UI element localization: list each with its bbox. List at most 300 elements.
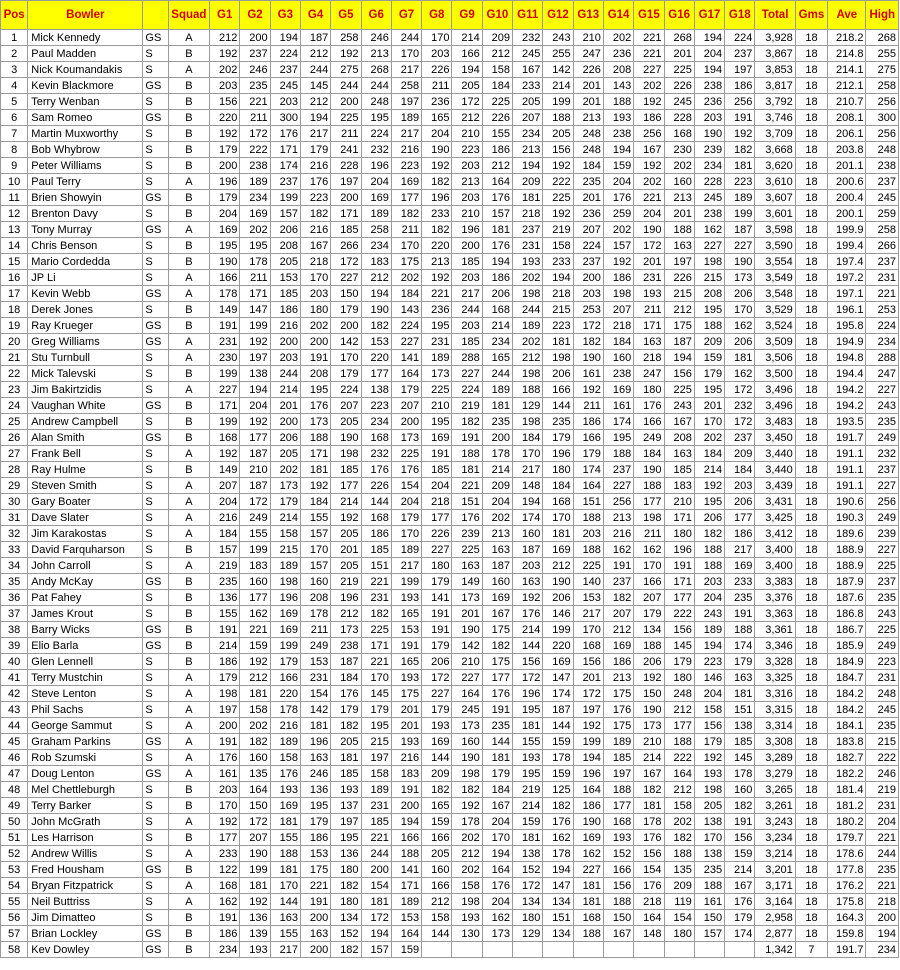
- high-score-cell: 258: [866, 222, 899, 238]
- membership-cell: S: [143, 94, 168, 110]
- high-score-cell: 225: [866, 558, 899, 574]
- game-8-score-cell: 210: [422, 398, 452, 414]
- game-9-score-cell: 160: [452, 734, 482, 750]
- game-9-score-cell: 190: [452, 622, 482, 638]
- game-11-score-cell: 176: [513, 606, 543, 622]
- table-row: [1, 590, 899, 606]
- game-8-score-cell: 193: [422, 718, 452, 734]
- game-6-score-cell: 189: [361, 206, 391, 222]
- game-14-score-cell: 227: [603, 478, 633, 494]
- game-16-score-cell: 226: [664, 270, 694, 286]
- game-14-score-cell: 204: [603, 174, 633, 190]
- game-3-score-cell: 205: [270, 254, 300, 270]
- membership-cell: S: [143, 238, 168, 254]
- game-2-score-cell: 211: [240, 110, 270, 126]
- game-14-score-cell: 182: [603, 590, 633, 606]
- table-row: [1, 382, 899, 398]
- game-12-score-cell: 142: [543, 62, 573, 78]
- game-5-score-cell: 179: [331, 702, 361, 718]
- high-score-cell: 224: [866, 318, 899, 334]
- game-18-score-cell: 162: [725, 318, 755, 334]
- game-4-score-cell: 178: [300, 606, 330, 622]
- bowler-name-cell: James Krout: [28, 606, 143, 622]
- game-18-score-cell: 186: [725, 526, 755, 542]
- game-2-score-cell: 207: [240, 830, 270, 846]
- pos-cell: 21: [1, 350, 28, 366]
- game-2-score-cell: 192: [240, 654, 270, 670]
- game-7-score-cell: 200: [391, 414, 421, 430]
- game-7-score-cell: 217: [391, 62, 421, 78]
- game-9-score-cell: 196: [452, 222, 482, 238]
- bowler-name-cell: Mario Cordedda: [28, 254, 143, 270]
- game-13-score-cell: 207: [573, 222, 603, 238]
- game-13-score-cell: 190: [573, 814, 603, 830]
- game-8-score-cell: 236: [422, 302, 452, 318]
- header-game-14: G14: [603, 1, 633, 30]
- squad-cell: B: [168, 94, 209, 110]
- game-7-score-cell: 201: [391, 702, 421, 718]
- games-count-cell: 18: [795, 606, 827, 622]
- game-16-score-cell: 188: [664, 734, 694, 750]
- game-8-score-cell: 165: [422, 798, 452, 814]
- bowler-name-cell: Gary Boater: [28, 494, 143, 510]
- pos-cell: 1: [1, 30, 28, 46]
- pos-cell: 52: [1, 846, 28, 862]
- game-4-score-cell: 163: [300, 750, 330, 766]
- header-high: High: [866, 1, 899, 30]
- high-score-cell: 204: [866, 814, 899, 830]
- game-1-score-cell: 214: [210, 638, 240, 654]
- game-7-score-cell: 199: [391, 574, 421, 590]
- total-cell: 3,607: [755, 190, 795, 206]
- game-2-score-cell: 249: [240, 510, 270, 526]
- table-row: [1, 334, 899, 350]
- game-8-score-cell: 195: [422, 414, 452, 430]
- game-10-score-cell: 167: [482, 798, 512, 814]
- game-9-score-cell: 149: [452, 574, 482, 590]
- game-14-score-cell: 159: [603, 158, 633, 174]
- game-12-score-cell: 199: [543, 622, 573, 638]
- squad-cell: B: [168, 110, 209, 126]
- game-16-score-cell: 215: [664, 286, 694, 302]
- game-1-score-cell: 227: [210, 382, 240, 398]
- game-18-score-cell: 191: [725, 606, 755, 622]
- game-14-score-cell: 197: [603, 766, 633, 782]
- pos-cell: 4: [1, 78, 28, 94]
- average-cell: 200.4: [828, 190, 866, 206]
- membership-cell: S: [143, 894, 168, 910]
- game-6-score-cell: 170: [361, 670, 391, 686]
- game-10-score-cell: 200: [482, 430, 512, 446]
- game-5-score-cell: 197: [331, 814, 361, 830]
- game-8-score-cell: 209: [422, 766, 452, 782]
- game-18-score-cell: 187: [725, 222, 755, 238]
- pos-cell: 49: [1, 798, 28, 814]
- squad-cell: B: [168, 46, 209, 62]
- game-4-score-cell: 145: [300, 78, 330, 94]
- game-7-score-cell: 244: [391, 30, 421, 46]
- game-5-score-cell: 228: [331, 158, 361, 174]
- game-11-score-cell: 170: [513, 446, 543, 462]
- game-5-score-cell: 238: [331, 638, 361, 654]
- game-13-score-cell: 211: [573, 398, 603, 414]
- game-11-score-cell: 217: [513, 462, 543, 478]
- game-4-score-cell: 231: [300, 670, 330, 686]
- total-cell: 3,792: [755, 94, 795, 110]
- squad-cell: A: [168, 878, 209, 894]
- squad-cell: A: [168, 558, 209, 574]
- games-count-cell: 18: [795, 862, 827, 878]
- game-11-score-cell: 234: [513, 126, 543, 142]
- game-16-score-cell: 185: [664, 462, 694, 478]
- game-2-score-cell: 195: [240, 238, 270, 254]
- game-12-score-cell: 194: [543, 270, 573, 286]
- bowler-name-cell: Steven Smith: [28, 478, 143, 494]
- game-8-score-cell: 206: [422, 654, 452, 670]
- table-row: [1, 78, 899, 94]
- game-1-score-cell: 157: [210, 542, 240, 558]
- game-14-score-cell: 162: [603, 542, 633, 558]
- game-4-score-cell: 136: [300, 782, 330, 798]
- game-2-score-cell: 221: [240, 622, 270, 638]
- game-4-score-cell: 216: [300, 222, 330, 238]
- game-2-score-cell: 246: [240, 62, 270, 78]
- games-count-cell: 18: [795, 270, 827, 286]
- game-4-score-cell: 208: [300, 590, 330, 606]
- high-score-cell: 234: [866, 942, 899, 958]
- game-2-score-cell: 199: [240, 542, 270, 558]
- game-8-score-cell: 205: [422, 846, 452, 862]
- average-cell: 188.9: [828, 558, 866, 574]
- game-3-score-cell: 169: [270, 622, 300, 638]
- game-11-score-cell: 195: [513, 702, 543, 718]
- game-5-score-cell: 205: [331, 414, 361, 430]
- game-5-score-cell: 214: [331, 494, 361, 510]
- game-18-score-cell: 188: [725, 622, 755, 638]
- game-16-score-cell: 202: [664, 158, 694, 174]
- table-row: [1, 158, 899, 174]
- pos-cell: 8: [1, 142, 28, 158]
- game-13-score-cell: 236: [573, 206, 603, 222]
- bowler-name-cell: Vaughan White: [28, 398, 143, 414]
- total-cell: 3,412: [755, 526, 795, 542]
- game-7-score-cell: 141: [391, 862, 421, 878]
- membership-cell: S: [143, 158, 168, 174]
- game-8-score-cell: 144: [422, 926, 452, 942]
- game-16-score-cell: 197: [664, 254, 694, 270]
- game-17-score-cell: 182: [694, 526, 724, 542]
- squad-cell: A: [168, 670, 209, 686]
- game-15-score-cell: 172: [634, 238, 664, 254]
- game-1-score-cell: 190: [210, 254, 240, 270]
- game-2-score-cell: 155: [240, 526, 270, 542]
- membership-cell: S: [143, 814, 168, 830]
- game-18-score-cell: 232: [725, 398, 755, 414]
- membership-cell: S: [143, 462, 168, 478]
- squad-cell: A: [168, 30, 209, 46]
- high-score-cell: 249: [866, 430, 899, 446]
- game-8-score-cell: 169: [422, 430, 452, 446]
- average-cell: 191.1: [828, 462, 866, 478]
- squad-cell: B: [168, 654, 209, 670]
- game-2-score-cell: 162: [240, 606, 270, 622]
- game-4-score-cell: 175: [300, 862, 330, 878]
- game-6-score-cell: 179: [361, 702, 391, 718]
- game-18-score-cell: 156: [725, 830, 755, 846]
- game-2-score-cell: 172: [240, 126, 270, 142]
- game-1-score-cell: 179: [210, 190, 240, 206]
- game-17-score-cell: 184: [694, 446, 724, 462]
- game-2-score-cell: 181: [240, 686, 270, 702]
- game-2-score-cell: 172: [240, 814, 270, 830]
- game-9-score-cell: 202: [452, 862, 482, 878]
- table-row: [1, 462, 899, 478]
- total-cell: 3,853: [755, 62, 795, 78]
- game-16-score-cell: 180: [664, 926, 694, 942]
- table-row: [1, 830, 899, 846]
- game-9-score-cell: 182: [452, 782, 482, 798]
- game-11-score-cell: 148: [513, 478, 543, 494]
- game-7-score-cell: 201: [391, 718, 421, 734]
- game-10-score-cell: 181: [482, 398, 512, 414]
- game-6-score-cell: 158: [361, 766, 391, 782]
- game-10-score-cell: 175: [482, 622, 512, 638]
- total-cell: 3,450: [755, 430, 795, 446]
- game-3-score-cell: 169: [270, 798, 300, 814]
- game-11-score-cell: 180: [513, 910, 543, 926]
- game-8-score-cell: 196: [422, 190, 452, 206]
- table-row: [1, 414, 899, 430]
- game-8-score-cell: 190: [422, 142, 452, 158]
- game-15-score-cell: 181: [634, 798, 664, 814]
- game-15-score-cell: 184: [634, 446, 664, 462]
- game-11-score-cell: 218: [513, 206, 543, 222]
- bowler-name-cell: Neil Buttriss: [28, 894, 143, 910]
- header-pos: Pos: [1, 1, 28, 30]
- game-11-score-cell: 184: [513, 430, 543, 446]
- game-7-score-cell: 189: [391, 542, 421, 558]
- game-6-score-cell: 200: [361, 862, 391, 878]
- game-1-score-cell: 179: [210, 142, 240, 158]
- high-score-cell: 266: [866, 238, 899, 254]
- game-14-score-cell: 188: [603, 94, 633, 110]
- game-2-score-cell: 158: [240, 702, 270, 718]
- game-1-score-cell: 204: [210, 206, 240, 222]
- game-12-score-cell: 178: [543, 846, 573, 862]
- game-10-score-cell: 191: [482, 702, 512, 718]
- game-1-score-cell: 219: [210, 558, 240, 574]
- squad-cell: B: [168, 462, 209, 478]
- game-12-score-cell: 205: [543, 126, 573, 142]
- game-9-score-cell: 194: [452, 62, 482, 78]
- game-14-score-cell: 143: [603, 78, 633, 94]
- total-cell: 3,316: [755, 686, 795, 702]
- pos-cell: 50: [1, 814, 28, 830]
- game-11-score-cell: 245: [513, 46, 543, 62]
- games-count-cell: 7: [795, 942, 827, 958]
- squad-cell: A: [168, 766, 209, 782]
- game-7-score-cell: 164: [391, 366, 421, 382]
- game-10-score-cell: 212: [482, 46, 512, 62]
- game-18-score-cell: [725, 942, 755, 958]
- game-6-score-cell: 195: [361, 110, 391, 126]
- average-cell: 187.6: [828, 590, 866, 606]
- games-count-cell: 18: [795, 110, 827, 126]
- game-14-score-cell: 176: [603, 190, 633, 206]
- average-cell: 191.1: [828, 446, 866, 462]
- pos-cell: 44: [1, 718, 28, 734]
- game-8-score-cell: 191: [422, 622, 452, 638]
- game-13-score-cell: 201: [573, 94, 603, 110]
- game-13-score-cell: 248: [573, 126, 603, 142]
- bowler-name-cell: Elio Barla: [28, 638, 143, 654]
- game-1-score-cell: 176: [210, 750, 240, 766]
- squad-cell: A: [168, 510, 209, 526]
- game-1-score-cell: 199: [210, 414, 240, 430]
- game-1-score-cell: 186: [210, 654, 240, 670]
- game-16-score-cell: 160: [664, 174, 694, 190]
- game-1-score-cell: 191: [210, 734, 240, 750]
- game-13-score-cell: 153: [573, 590, 603, 606]
- pos-cell: 39: [1, 638, 28, 654]
- game-15-score-cell: 166: [634, 574, 664, 590]
- game-1-score-cell: 195: [210, 238, 240, 254]
- games-count-cell: 18: [795, 894, 827, 910]
- game-7-score-cell: 202: [391, 270, 421, 286]
- membership-cell: S: [143, 750, 168, 766]
- game-13-score-cell: 199: [573, 734, 603, 750]
- game-12-score-cell: 169: [543, 654, 573, 670]
- game-16-score-cell: 177: [664, 718, 694, 734]
- game-17-score-cell: 203: [694, 110, 724, 126]
- game-12-score-cell: 134: [543, 926, 573, 942]
- game-3-score-cell: 153: [270, 270, 300, 286]
- game-4-score-cell: 176: [300, 398, 330, 414]
- game-4-score-cell: 191: [300, 350, 330, 366]
- game-8-score-cell: [422, 942, 452, 958]
- high-score-cell: 234: [866, 334, 899, 350]
- total-cell: 3,328: [755, 654, 795, 670]
- game-17-score-cell: 195: [694, 302, 724, 318]
- squad-cell: A: [168, 494, 209, 510]
- games-count-cell: 18: [795, 590, 827, 606]
- game-8-score-cell: 165: [422, 110, 452, 126]
- game-4-score-cell: 179: [300, 142, 330, 158]
- games-count-cell: 18: [795, 238, 827, 254]
- games-count-cell: 18: [795, 846, 827, 862]
- game-18-score-cell: 167: [725, 878, 755, 894]
- game-12-score-cell: 255: [543, 46, 573, 62]
- game-6-score-cell: 244: [361, 78, 391, 94]
- average-cell: 214.1: [828, 62, 866, 78]
- game-2-score-cell: 172: [240, 494, 270, 510]
- game-2-score-cell: 237: [240, 46, 270, 62]
- game-5-score-cell: 207: [331, 398, 361, 414]
- high-score-cell: 194: [866, 926, 899, 942]
- game-8-score-cell: 195: [422, 318, 452, 334]
- game-5-score-cell: 211: [331, 126, 361, 142]
- average-cell: 200.6: [828, 174, 866, 190]
- table-row: [1, 558, 899, 574]
- game-8-score-cell: 182: [422, 782, 452, 798]
- game-4-score-cell: 157: [300, 558, 330, 574]
- game-7-score-cell: 175: [391, 254, 421, 270]
- game-13-score-cell: 226: [573, 62, 603, 78]
- game-18-score-cell: 186: [725, 78, 755, 94]
- game-6-score-cell: 231: [361, 798, 391, 814]
- game-18-score-cell: 223: [725, 174, 755, 190]
- game-8-score-cell: 227: [422, 686, 452, 702]
- bowler-name-cell: Terry Mustchin: [28, 670, 143, 686]
- game-11-score-cell: [513, 942, 543, 958]
- game-13-score-cell: 182: [573, 334, 603, 350]
- game-18-score-cell: 177: [725, 510, 755, 526]
- game-14-score-cell: 238: [603, 366, 633, 382]
- high-score-cell: 235: [866, 414, 899, 430]
- game-18-score-cell: 233: [725, 574, 755, 590]
- pos-cell: 42: [1, 686, 28, 702]
- game-2-score-cell: 136: [240, 910, 270, 926]
- game-11-score-cell: 194: [513, 158, 543, 174]
- game-12-score-cell: 198: [543, 350, 573, 366]
- pos-cell: 47: [1, 766, 28, 782]
- table-row: [1, 526, 899, 542]
- game-15-score-cell: 192: [634, 158, 664, 174]
- game-13-score-cell: 197: [573, 702, 603, 718]
- game-14-score-cell: 256: [603, 494, 633, 510]
- average-cell: 181.4: [828, 782, 866, 798]
- table-row: [1, 190, 899, 206]
- game-4-score-cell: 244: [300, 62, 330, 78]
- pos-cell: 53: [1, 862, 28, 878]
- game-17-score-cell: 202: [694, 430, 724, 446]
- game-5-score-cell: 185: [331, 222, 361, 238]
- game-11-score-cell: 188: [513, 382, 543, 398]
- pos-cell: 7: [1, 126, 28, 142]
- game-6-score-cell: 221: [361, 654, 391, 670]
- game-11-score-cell: 203: [513, 558, 543, 574]
- game-15-score-cell: 156: [634, 846, 664, 862]
- game-15-score-cell: 249: [634, 430, 664, 446]
- game-14-score-cell: 236: [603, 46, 633, 62]
- game-13-score-cell: 168: [573, 638, 603, 654]
- game-3-score-cell: 173: [270, 478, 300, 494]
- membership-cell: S: [143, 270, 168, 286]
- game-14-score-cell: 198: [603, 286, 633, 302]
- game-7-score-cell: 200: [391, 798, 421, 814]
- game-18-score-cell: 160: [725, 782, 755, 798]
- table-row: [1, 702, 899, 718]
- game-10-score-cell: 176: [482, 190, 512, 206]
- pos-cell: 46: [1, 750, 28, 766]
- high-score-cell: 235: [866, 718, 899, 734]
- game-7-score-cell: 159: [391, 942, 421, 958]
- game-5-score-cell: 179: [331, 366, 361, 382]
- game-5-score-cell: 136: [331, 846, 361, 862]
- game-17-score-cell: 209: [694, 334, 724, 350]
- game-9-score-cell: 203: [452, 318, 482, 334]
- total-cell: 3,601: [755, 206, 795, 222]
- game-8-score-cell: 236: [422, 94, 452, 110]
- game-7-score-cell: 217: [391, 558, 421, 574]
- game-15-score-cell: 163: [634, 334, 664, 350]
- bowler-name-cell: Kevin Blackmore: [28, 78, 143, 94]
- game-5-score-cell: 201: [331, 542, 361, 558]
- game-10-score-cell: 170: [482, 830, 512, 846]
- games-count-cell: 18: [795, 654, 827, 670]
- game-5-score-cell: 244: [331, 78, 361, 94]
- games-count-cell: 18: [795, 798, 827, 814]
